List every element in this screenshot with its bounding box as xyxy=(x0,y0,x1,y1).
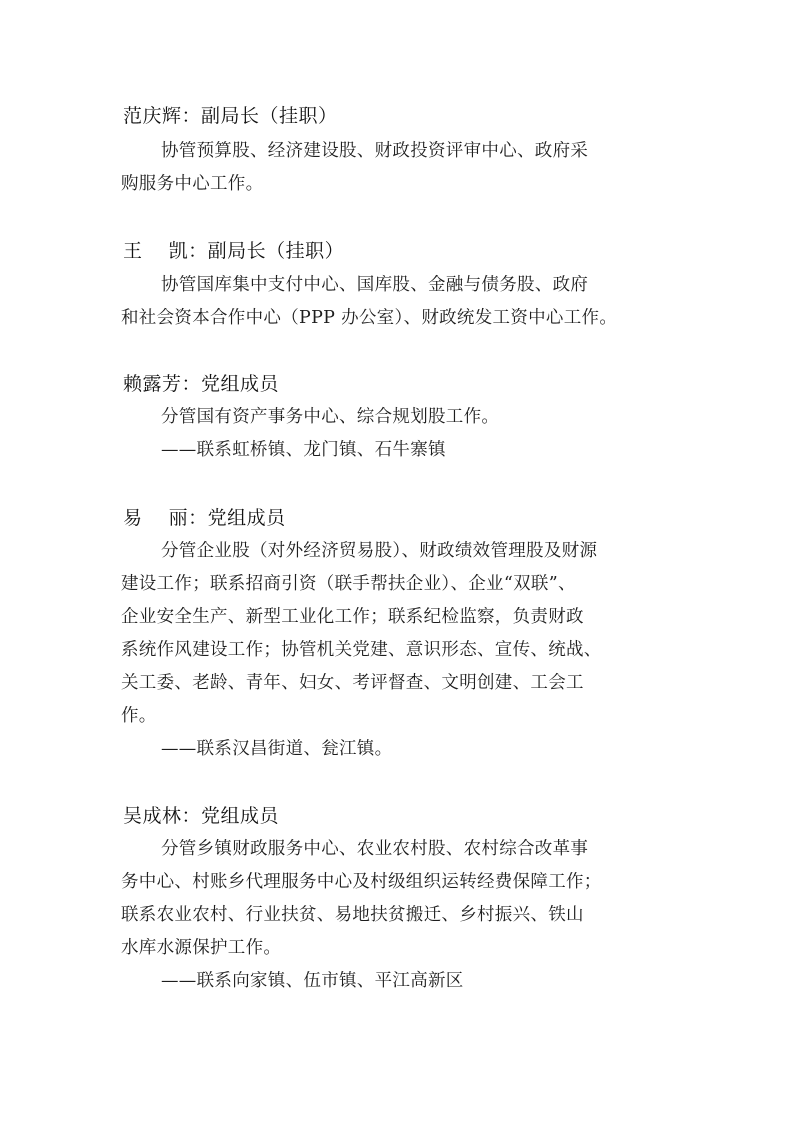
entry-line: ——联系向家镇、伍市镇、平江高新区 xyxy=(161,971,464,991)
entry-line: ——联系虹桥镇、龙门镇、石牛寨镇 xyxy=(161,440,446,460)
entry-line: 建设工作；联系招商引资（联手帮扶企业）、企业“双联”、 xyxy=(121,574,576,594)
entry-line: 协管国库集中支付中心、国库股、金融与债务股、政府 xyxy=(161,275,589,295)
entry-line: 作。 xyxy=(121,706,157,726)
entry-heading: 易 丽：党组成员 xyxy=(123,507,286,529)
entry-line: ——联系汉昌街道、瓮江镇。 xyxy=(161,739,393,759)
entry-line: 务中心、村账乡代理服务中心及村级组织运转经费保障工作； xyxy=(121,872,602,892)
entry-line: 分管企业股（对外经济贸易股）、财政绩效管理股及财源 xyxy=(161,541,598,561)
entry-heading: 吴成林：党组成员 xyxy=(123,805,280,827)
entry-heading: 范庆辉：副局长（挂职） xyxy=(123,105,338,127)
entry-line: 企业安全生产、新型工业化工作；联系纪检监察，负责财政 xyxy=(121,607,584,627)
entry-heading: 赖露芳：党组成员 xyxy=(123,373,280,395)
entry-line: 系统作风建设工作；协管机关党建、意识形态、宣传、统战、 xyxy=(121,640,602,660)
entry-line: 分管乡镇财政服务中心、农业农村股、农村综合改革事 xyxy=(161,839,589,859)
entry-line: 购服务中心工作。 xyxy=(121,174,264,194)
entry-line: 联系农业农村、行业扶贫、易地扶贫搬迁、乡村振兴、铁山 xyxy=(121,905,584,925)
entry-line: 关工委、老龄、青年、妇女、考评督查、文明创建、工会工 xyxy=(121,673,584,693)
entry-line: 和社会资本合作中心（PPP 办公室）、财政统发工资中心工作。 xyxy=(121,308,618,328)
entry-line: 协管预算股、经济建设股、财政投资评审中心、政府采 xyxy=(161,141,589,161)
entry-line: 分管国有资产事务中心、综合规划股工作。 xyxy=(161,407,500,427)
entry-line: 水库水源保护工作。 xyxy=(121,938,282,958)
entry-heading: 王 凯：副局长（挂职） xyxy=(123,240,345,262)
